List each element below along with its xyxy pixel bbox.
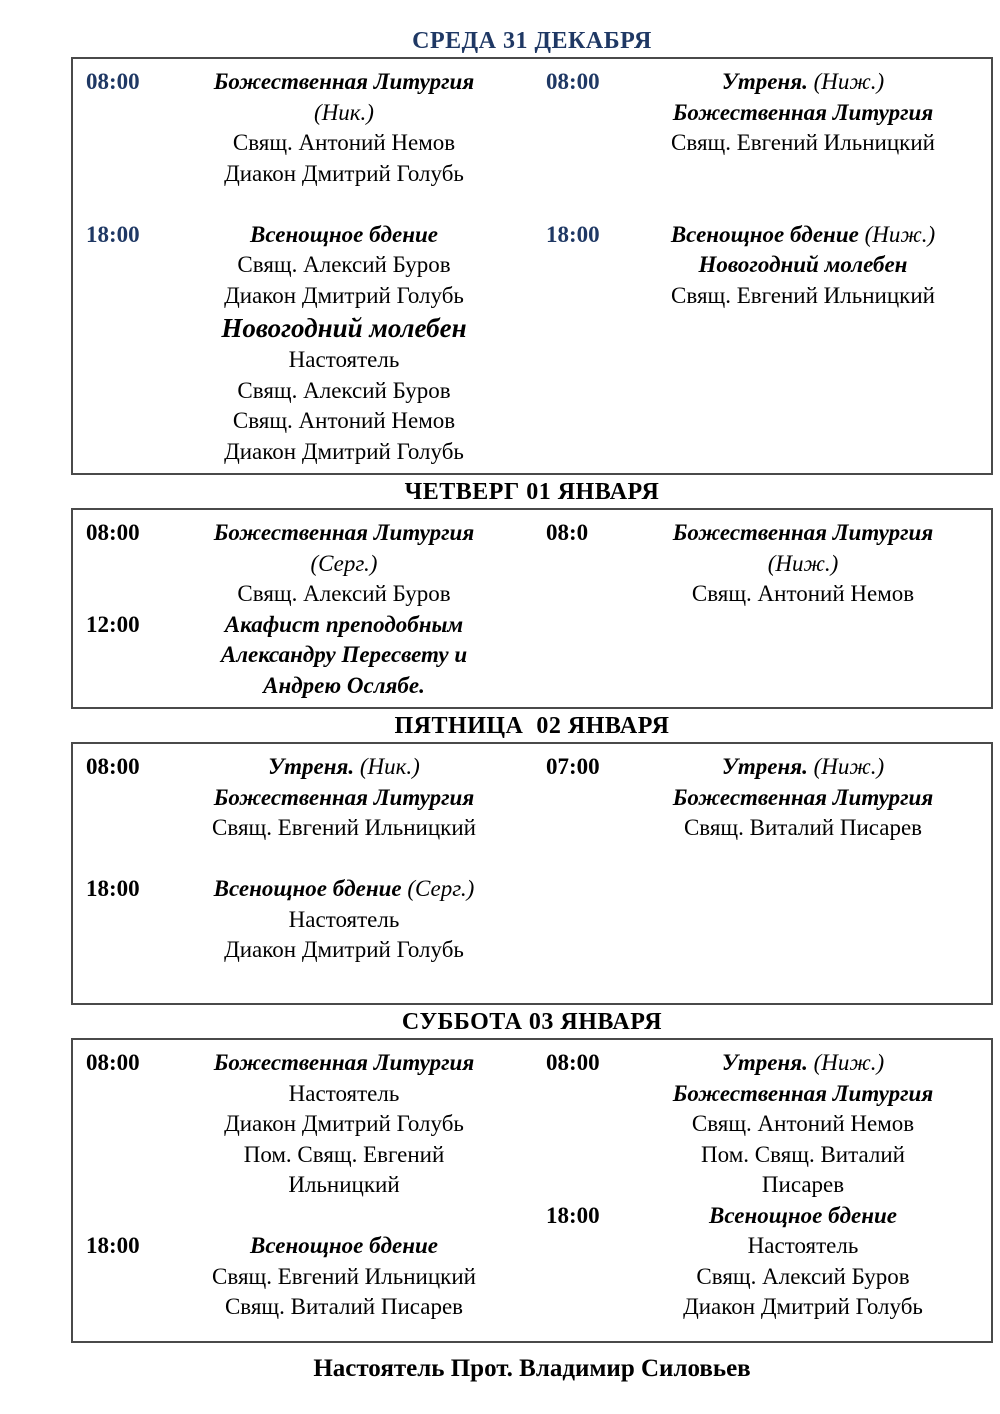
service-title: Андрею Ослябе. [263, 672, 425, 698]
clergy-name-line [615, 1231, 991, 1262]
service-title: Акафист преподобным [224, 611, 464, 637]
service-title: Утреня. [721, 754, 808, 779]
rector-footer: Настоятель Прот. Владимир Силовьев [313, 1355, 751, 1382]
service-title-line [615, 220, 991, 251]
service-title-line [155, 874, 533, 905]
service-column [155, 1048, 533, 1335]
clergy-name: Свящ. Алексий Буров [696, 1263, 910, 1289]
time-label: 08:00 [86, 520, 140, 545]
service-column [615, 752, 991, 997]
clergy-name: Настоятель [747, 1233, 859, 1258]
service-title: Александру Пересвету и [220, 642, 468, 667]
time-column [533, 518, 615, 701]
time-label: 18:00 [546, 221, 600, 247]
clergy-name-line [155, 1140, 533, 1171]
clergy-name-line [155, 376, 533, 407]
clergy-name-line [155, 437, 533, 468]
time-label: 18:00 [86, 221, 140, 247]
service-column [615, 67, 991, 467]
clergy-name: Свящ. Алексий Буров [237, 581, 451, 606]
service-title: Всенощное бдение [250, 221, 438, 247]
day-header: ЧЕТВЕРГ 01 ЯНВАРЯ [404, 479, 660, 505]
clergy-name-line [155, 1170, 533, 1201]
clergy-name-line [615, 1109, 991, 1140]
clergy-name: Пом. Свящ. Виталий [701, 1141, 905, 1167]
service-title-line [155, 610, 533, 641]
service-title-line [615, 1048, 991, 1079]
blank-line [546, 1140, 615, 1171]
clergy-name: Свящ. Евгений Ильницкий [212, 815, 476, 840]
clergy-name-line [155, 1292, 533, 1323]
blank-line [546, 98, 615, 129]
clergy-name: Диакон Дмитрий Голубь [224, 438, 464, 464]
day-box [71, 742, 993, 1005]
clergy-name: Свящ. Антоний Немов [691, 1111, 915, 1136]
service-title: Всенощное бдение [670, 221, 859, 247]
time-label: 18:00 [86, 876, 140, 901]
time-label-line [86, 752, 155, 783]
location-note: (Серг.) [407, 876, 475, 901]
service-title-line [155, 220, 533, 251]
blank-line [546, 159, 615, 190]
clergy-name-line [615, 1292, 991, 1323]
location-note: (Ниж.) [813, 1050, 885, 1075]
location-note: (Ниж.) [813, 69, 885, 94]
clergy-name: Свящ. Виталий Писарев [224, 1294, 464, 1319]
time-label-line [546, 220, 615, 251]
clergy-name-line [155, 1262, 533, 1293]
service-title: Божественная Литургия [672, 520, 934, 545]
blank-line [86, 783, 155, 814]
service-column [615, 1048, 991, 1335]
location-note: (Ник.) [359, 754, 420, 779]
location-note-line [615, 549, 991, 580]
time-column [73, 752, 155, 997]
clergy-name: Свящ. Антоний Немов [232, 130, 456, 155]
time-column [73, 1048, 155, 1335]
clergy-name-line [615, 813, 991, 844]
service-title: Божественная Литургия [213, 69, 475, 94]
service-title-line [615, 1201, 991, 1232]
location-note-line [155, 549, 533, 580]
service-column [615, 518, 991, 701]
service-title-line [155, 1048, 533, 1079]
clergy-name: Пом. Свящ. Евгений [243, 1141, 445, 1167]
service-title: Божественная Литургия [213, 520, 475, 545]
clergy-name: Писарев [761, 1172, 845, 1197]
location-note: (Ник.) [314, 99, 374, 125]
time-label: 18:00 [86, 1233, 140, 1258]
service-title: Всенощное бдение [213, 876, 402, 901]
blank-line [155, 844, 533, 875]
day-header: СУББОТА 03 ЯНВАРЯ [401, 1009, 663, 1035]
clergy-name-line [155, 813, 533, 844]
service-column [155, 752, 533, 997]
clergy-name-line [615, 1170, 991, 1201]
service-title: Утреня. [721, 69, 808, 94]
service-title-line [155, 1231, 533, 1262]
clergy-name-line [615, 1140, 991, 1171]
time-label: 08:00 [86, 754, 140, 779]
blank-line [86, 128, 155, 159]
clergy-name: Свящ. Евгений Ильницкий [671, 282, 935, 308]
service-title-line [155, 783, 533, 814]
time-label-line [86, 1231, 155, 1262]
time-label-line [86, 518, 155, 549]
blank-line [86, 1079, 155, 1110]
service-column [155, 67, 533, 467]
clergy-name: Свящ. Евгений Ильницкий [212, 1263, 476, 1289]
clergy-name-line [615, 281, 991, 312]
blank-line [155, 189, 533, 220]
clergy-name: Диакон Дмитрий Голубь [224, 160, 464, 186]
clergy-name-line [155, 579, 533, 610]
day-box [71, 1038, 993, 1343]
service-column [155, 518, 533, 701]
clergy-name: Настоятель [288, 906, 400, 932]
blank-line [546, 128, 615, 159]
service-title: Всенощное бдение [709, 1202, 897, 1228]
clergy-name: Свящ. Евгений Ильницкий [671, 130, 935, 155]
service-title: Новогодний молебен [698, 252, 908, 277]
day-header: ПЯТНИЦА 02 ЯНВАРЯ [394, 713, 670, 739]
time-label: 18:00 [546, 1202, 600, 1228]
location-note: (Серг.) [310, 550, 378, 576]
blank-line [86, 189, 155, 220]
time-label-line [546, 518, 615, 549]
service-title: Всенощное бдение [250, 1233, 438, 1258]
clergy-name-line [155, 935, 533, 966]
service-title-line [615, 98, 991, 129]
service-title: Божественная Литургия [213, 1050, 475, 1075]
blank-line [86, 579, 155, 610]
blank-line [86, 98, 155, 129]
time-label-line [86, 874, 155, 905]
time-column [73, 67, 155, 467]
service-title: Божественная Литургия [213, 784, 475, 810]
service-title-line [615, 1079, 991, 1110]
service-title: Божественная Литургия [672, 99, 934, 125]
blank-line [86, 159, 155, 190]
location-note-line [155, 98, 533, 129]
time-label-line [546, 752, 615, 783]
clergy-name: Свящ. Виталий Писарев [683, 815, 923, 840]
time-column [73, 518, 155, 701]
time-label: 07:00 [546, 754, 600, 779]
service-title-line [155, 518, 533, 549]
service-title: Божественная Литургия [672, 1080, 934, 1106]
blank-line [546, 189, 615, 220]
schedule-days [71, 28, 993, 1343]
clergy-name-line [155, 250, 533, 281]
time-label: 12:00 [86, 611, 140, 637]
blank-line [155, 1201, 533, 1232]
day-section [71, 713, 993, 1005]
service-title-line [615, 67, 991, 98]
blank-line [86, 1170, 155, 1201]
blank-line [546, 1170, 615, 1201]
service-title-line [615, 250, 991, 281]
time-label-line [546, 67, 615, 98]
time-column [533, 1048, 615, 1335]
blank-line [615, 159, 991, 190]
location-note: (Ниж.) [767, 550, 839, 576]
clergy-name: Ильницкий [288, 1172, 400, 1197]
clergy-name: Свящ. Антоний Немов [691, 581, 915, 606]
blank-line [546, 1109, 615, 1140]
clergy-name-line [155, 406, 533, 437]
schedule-page [71, 28, 993, 1383]
clergy-name: Диакон Дмитрий Голубь [224, 282, 464, 308]
blank-line [86, 549, 155, 580]
service-title: Божественная Литургия [672, 784, 934, 810]
clergy-name: Диакон Дмитрий Голубь [224, 1111, 464, 1136]
day-box [71, 508, 993, 709]
location-note: (Ниж.) [813, 754, 885, 779]
time-label: 08:00 [86, 1050, 140, 1075]
clergy-name-line [155, 1109, 533, 1140]
clergy-name: Свящ. Алексий Буров [237, 377, 451, 403]
blank-line [86, 1201, 155, 1232]
time-label-line [546, 1048, 615, 1079]
time-label: 08:00 [546, 69, 600, 94]
day-section [71, 28, 993, 475]
clergy-name-line [615, 1262, 991, 1293]
time-label-line [86, 610, 155, 641]
time-label: 08:0 [546, 520, 589, 545]
blank-line [86, 1109, 155, 1140]
time-label-line [86, 1048, 155, 1079]
service-title: Утреня. [268, 754, 355, 779]
clergy-name-line [155, 905, 533, 936]
clergy-name-line [615, 128, 991, 159]
clergy-name-line [615, 579, 991, 610]
service-title-large-line [155, 311, 533, 345]
clergy-name-line [155, 281, 533, 312]
day-section [71, 1009, 993, 1343]
clergy-name: Диакон Дмитрий Голубь [224, 937, 464, 962]
service-title: Утреня. [721, 1050, 808, 1075]
location-note: (Ниж.) [864, 221, 936, 247]
time-column [533, 752, 615, 997]
day-box [71, 57, 993, 475]
service-title-line [615, 752, 991, 783]
clergy-name: Свящ. Алексий Буров [237, 252, 451, 277]
clergy-name-line [155, 128, 533, 159]
day-header: СРЕДА 31 ДЕКАБРЯ [412, 28, 652, 54]
clergy-name: Настоятель [288, 347, 400, 372]
time-label: 08:00 [546, 1050, 600, 1075]
blank-line [86, 1140, 155, 1171]
service-title-line [155, 67, 533, 98]
blank-line [86, 844, 155, 875]
clergy-name-line [155, 159, 533, 190]
blank-line [615, 189, 991, 220]
time-label-line [546, 1201, 615, 1232]
service-title-line [155, 640, 533, 671]
clergy-name-line [155, 1079, 533, 1110]
clergy-name-line [155, 345, 533, 376]
time-label-line [86, 67, 155, 98]
time-label-line [86, 220, 155, 251]
blank-line [546, 1079, 615, 1110]
service-title-line [155, 671, 533, 702]
clergy-name: Настоятель [288, 1080, 400, 1106]
blank-line [86, 813, 155, 844]
service-title-line [155, 752, 533, 783]
service-title-large: Новогодний молебен [221, 313, 467, 343]
service-title-line [615, 783, 991, 814]
time-label: 08:00 [86, 69, 140, 94]
clergy-name: Свящ. Антоний Немов [232, 408, 456, 433]
service-title-line [615, 518, 991, 549]
clergy-name: Диакон Дмитрий Голубь [683, 1294, 923, 1319]
day-section [71, 479, 993, 709]
time-column [533, 67, 615, 467]
